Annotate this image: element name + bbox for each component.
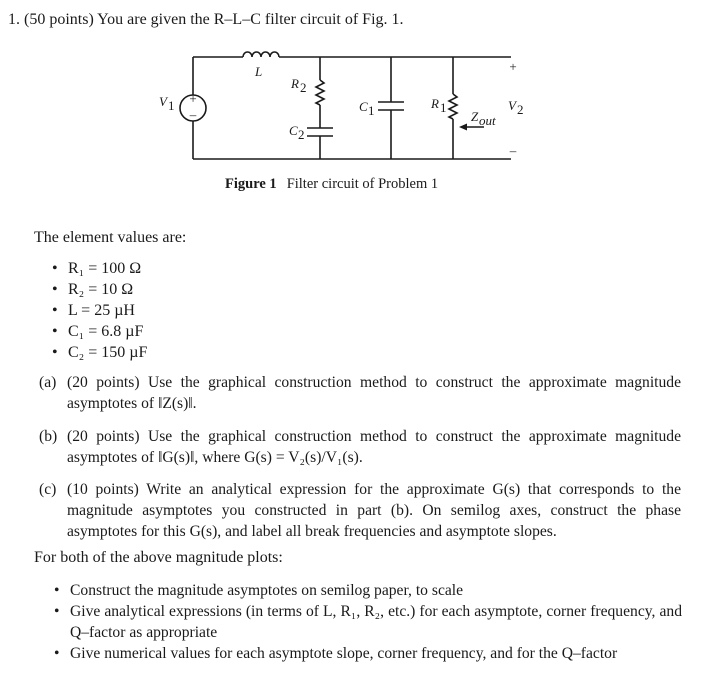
output-plus-sign: + xyxy=(509,59,517,74)
task-text: Give numerical values for each asymptote slope, corner frequency, and for the Q–factor xyxy=(70,645,618,662)
inductor-coil xyxy=(243,52,279,57)
part-c-text: (10 points) Write an analytical expression for the approximate G(s) that corresponds to the magnitude asymptotes you constructed in part (b). On semilog axes, construct the phase asymptotes for this G(s), and label all break frequencies and asymptote slopes. xyxy=(67,481,681,540)
part-b-text: (20 points) Use the graphical construction method to construct the approximate magnitude asymptotes of ‖G(s)‖, where G(s) = V₂(s)/V₁(s). xyxy=(67,428,681,466)
svg-text:C: C xyxy=(359,99,368,114)
circuit-diagram xyxy=(0,0,725,200)
svg-text:V: V xyxy=(159,94,167,109)
svg-text:Z: Z xyxy=(471,109,479,124)
svg-text:R: R xyxy=(291,76,299,91)
svg-text:1: 1 xyxy=(368,103,375,118)
label-c1 xyxy=(359,99,375,118)
part-c xyxy=(39,479,681,542)
label-v1 xyxy=(159,94,175,113)
part-a-text: (20 points) Use the graphical construction method to construct the approximate magnitude asymptotes of ‖Z(s)‖. xyxy=(67,374,681,412)
source-plus-sign: + xyxy=(189,91,197,106)
list-item: • L = 25 µH xyxy=(52,302,135,319)
label-zout xyxy=(471,109,496,128)
svg-text:2: 2 xyxy=(300,80,307,95)
figure-caption-text: Filter circuit of Problem 1 xyxy=(286,176,439,192)
element-value-c2: C₂ = 150 µF xyxy=(68,344,148,361)
svg-text:R: R xyxy=(431,96,439,111)
element-values-list xyxy=(52,258,147,363)
list-item: • Construct the magnitude asymptotes on semilog paper, to scale xyxy=(54,582,464,599)
problem-header: 1. (50 points) You are given the R–L–C filter circuit of Fig. 1. xyxy=(8,11,404,28)
element-values-intro: The element values are: xyxy=(34,229,187,246)
label-v2 xyxy=(508,98,524,117)
magnitude-plots-intro: For both of the above magnitude plots: xyxy=(34,549,283,566)
task-text: Construct the magnitude asymptotes on semilog paper, to scale xyxy=(70,582,464,599)
part-a-label: (a) xyxy=(39,374,57,391)
zout-arrowhead xyxy=(459,124,467,131)
element-value-l: L = 25 µH xyxy=(68,302,135,319)
part-c-label: (c) xyxy=(39,481,57,498)
label-l: L xyxy=(255,64,263,79)
resistor-r1 xyxy=(449,94,457,119)
resistor-r2 xyxy=(316,80,324,105)
svg-text:V: V xyxy=(508,98,516,113)
element-value-r2: R₂ = 10 Ω xyxy=(68,281,134,298)
label-r1 xyxy=(430,96,447,115)
label-r2 xyxy=(290,76,307,95)
label-c2 xyxy=(289,123,305,142)
part-b-label: (b) xyxy=(39,428,58,445)
svg-text:2: 2 xyxy=(517,102,524,117)
svg-text:1: 1 xyxy=(440,100,447,115)
list-item: • Give numerical values for each asymptote slope, corner frequency, and for the Q–factor xyxy=(54,645,618,662)
element-value-c1: C₁ = 6.8 µF xyxy=(68,323,144,340)
element-value-r1: R₁ = 100 Ω xyxy=(68,260,142,277)
svg-text:2: 2 xyxy=(298,127,305,142)
part-b xyxy=(39,426,681,468)
figure-label: Figure 1 xyxy=(225,176,277,192)
figure-caption xyxy=(225,176,438,193)
list-item: • R₂ = 10 Ω xyxy=(52,281,134,298)
source-minus-sign: – xyxy=(189,107,197,122)
svg-text:C: C xyxy=(289,123,298,138)
task-list xyxy=(54,580,682,664)
list-item: • R₁ = 100 Ω xyxy=(52,260,142,277)
svg-text:out: out xyxy=(479,113,496,128)
svg-text:1: 1 xyxy=(168,98,175,113)
output-minus-sign: – xyxy=(509,143,517,158)
task-text: Give analytical expressions (in terms of L, R₁, R₂, etc.) for each asymptote, corner frequency, and Q–factor as appropriate xyxy=(70,603,682,641)
part-a xyxy=(39,372,681,414)
list-item: • C₂ = 150 µF xyxy=(52,344,148,361)
list-item: • Give analytical expressions (in terms of L, R₁, R₂, etc.) for each asymptote, corner frequency, and Q–factor as appropriate xyxy=(54,603,682,641)
list-item: • C₁ = 6.8 µF xyxy=(52,323,144,340)
